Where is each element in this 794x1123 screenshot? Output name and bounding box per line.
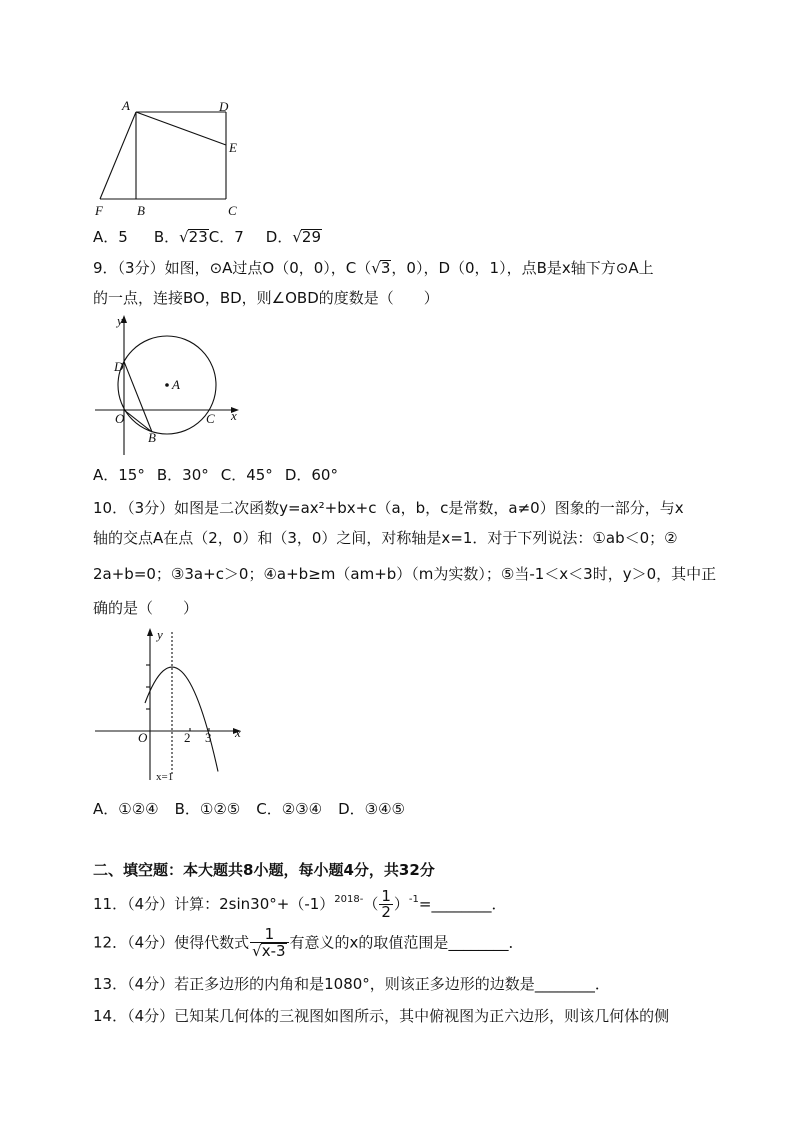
q10-line-2: 轴的交点A在点（2，0）和（3，0）之间，对称轴是x=1．对于下列说法：①ab＜0；② xyxy=(93,529,678,547)
q11-exponent-neg1: -1 xyxy=(408,894,419,905)
label-d: D xyxy=(219,99,229,114)
label-a: A xyxy=(172,377,180,392)
q11-equals: = xyxy=(418,895,432,913)
q9-line-1-post: ，0），D（0，1），点B是x轴下方⊙A上 xyxy=(391,259,654,277)
fraction-numerator: 1 xyxy=(250,927,288,943)
label-f: F xyxy=(95,203,103,218)
q11-end: ． xyxy=(491,895,507,913)
q8-option-b-prefix: B． xyxy=(153,228,180,246)
radicand: 23 xyxy=(188,228,208,246)
q10-line-1: 10．（3分）如图是二次函数y=ax²+bx+c（a，b，c是常数，a≠0）图象的一部分，与x xyxy=(93,499,684,517)
radical-sign: √ xyxy=(371,259,381,277)
q10-option-d: D．③④⑤ xyxy=(338,800,405,818)
q10-line-3: 2a+b=0；③3a+c＞0；④a+b≥m（am+b）（m为实数）；⑤当-1＜x＜3时，y＞0，其中正 xyxy=(93,565,717,583)
q8-option-d-prefix: D． xyxy=(265,228,293,246)
label-y: y xyxy=(117,313,123,328)
q13 xyxy=(93,975,610,993)
q9-option-b: B．30° xyxy=(156,466,209,484)
q8-figure xyxy=(88,95,248,220)
label-a: A xyxy=(122,98,130,113)
segment-af xyxy=(100,112,136,199)
q14: 14．（4分）已知某几何体的三视图如图所示，其中俯视图为正六边形，则该几何体的侧 xyxy=(93,1007,670,1025)
fraction-numerator: 1 xyxy=(381,887,391,905)
q8-option-d xyxy=(266,228,322,246)
q10-line-4: 确的是（ ） xyxy=(93,599,199,617)
parabola-curve xyxy=(145,667,218,771)
q12-fraction xyxy=(250,927,288,959)
radicand: 3 xyxy=(380,259,391,277)
q10-options xyxy=(93,800,421,818)
label-b: B xyxy=(137,203,145,218)
q12-pre: 12．（4分）使得代数式 xyxy=(93,933,250,952)
q9-radical xyxy=(371,259,391,277)
q13-answer-blank: ________ xyxy=(534,975,595,993)
q11-close-paren: ） xyxy=(393,895,409,913)
label-2: 2 xyxy=(184,730,191,745)
section-heading: 二、填空题：本大题共8小题，每小题4分，共32分 xyxy=(93,861,435,879)
q9-figure xyxy=(90,312,245,458)
q11 xyxy=(93,889,507,920)
q13-end: ． xyxy=(594,975,610,993)
segment-ae xyxy=(136,112,226,145)
fraction-denominator xyxy=(250,943,288,959)
q9-option-a: A．15° xyxy=(93,466,145,484)
label-e: E xyxy=(229,140,237,155)
q8-option-b xyxy=(154,228,209,246)
label-b: B xyxy=(148,430,156,445)
label-symmetry-axis: x=1 xyxy=(156,771,174,783)
q8-option-c: C．7 xyxy=(208,228,244,246)
q8-option-a: A．5 xyxy=(93,228,128,246)
q9-line-2: 的一点，连接BO，BD，则∠OBD的度数是（ ） xyxy=(93,289,439,307)
q11-exponent-2018: 2018- xyxy=(334,894,364,905)
q12-answer-blank: ________ xyxy=(448,933,509,952)
q12-radical xyxy=(252,943,286,959)
q9-option-d: D．60° xyxy=(284,466,338,484)
label-y: y xyxy=(157,627,163,642)
q11-open-paren: （ xyxy=(363,895,379,913)
q12 xyxy=(93,927,523,959)
label-c: C xyxy=(206,411,215,426)
q10-option-b: B．①②⑤ xyxy=(174,800,241,818)
q12-post: 有意义的x的取值范围是 xyxy=(289,933,449,952)
center-dot-a xyxy=(165,383,169,387)
q8-options xyxy=(93,228,322,246)
label-c: C xyxy=(228,203,237,218)
q10-option-a: A．①②④ xyxy=(93,800,159,818)
q9-line-1 xyxy=(93,259,654,277)
label-o: O xyxy=(138,730,148,745)
q10-option-c: C．②③④ xyxy=(256,800,323,818)
q9-options xyxy=(93,466,350,484)
q8-option-b-radical xyxy=(179,228,209,246)
q8-option-d-radical xyxy=(292,228,322,246)
q13-text: 13．（4分）若正多边形的内角和是1080°，则该正多边形的边数是 xyxy=(93,975,535,993)
q11-fraction xyxy=(379,889,393,920)
label-o: O xyxy=(115,411,125,426)
label-x: x xyxy=(231,408,237,423)
q11-answer-blank: ________ xyxy=(431,895,492,913)
fraction-denominator: 2 xyxy=(381,903,391,921)
q12-end: ． xyxy=(508,933,524,952)
q9-line-1-pre: 9．（3分）如图，⊙A过点O（0，0），C（ xyxy=(93,259,372,277)
q10-figure xyxy=(90,625,250,785)
radical-sign: √ xyxy=(292,228,302,246)
radical-sign: √ xyxy=(252,942,262,960)
q9-option-c: C．45° xyxy=(220,466,273,484)
radical-sign: √ xyxy=(179,228,189,246)
radicand: 29 xyxy=(301,228,322,246)
q11-pre: 11．（4分）计算：2sin30°+（-1） xyxy=(93,895,335,913)
label-d: D xyxy=(114,359,124,374)
label-3: 3 xyxy=(205,730,212,745)
label-x: x xyxy=(235,725,241,740)
radicand: x-3 xyxy=(261,942,286,960)
y-axis-arrow xyxy=(147,628,153,636)
